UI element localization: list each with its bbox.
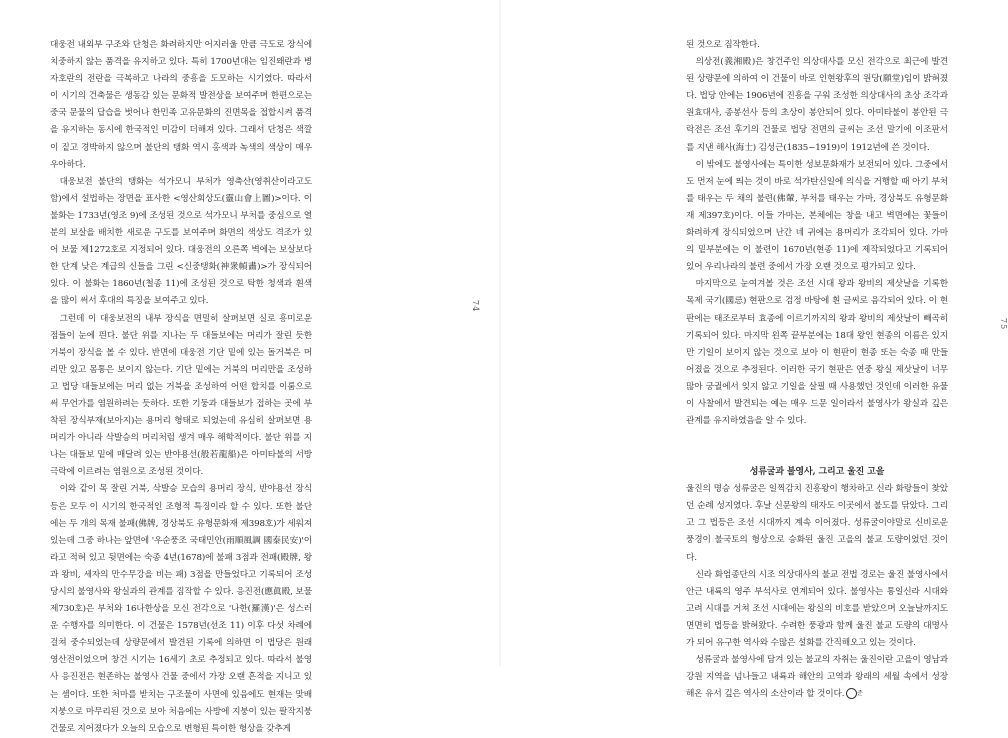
paragraph: 이와 같이 목 잘린 거북, 삭발승 모습의 용머리 장식, 반야용선 장식 등은 모두 이 시기의 한국적인 조형적 특징이라 할 수 있다. 또한 불단에는 두 개의 목재 불패(佛牌, 경상북도 유형문화재 제398호)가 세워져 있는데 그중 하나는 앞면에 '우순풍조 국태민안(雨順風調 國泰民安)'이라고 적혀 있고 뒷면에는 숙종 4년(1678)에 불패 3점과 전패(殿牌, 왕과 왕비, 세자의 만수무강을 비는 패) 3점을 만들었다고 기록되어 조성 당시의 불영사와 왕실과의 관계를 짐작할 수 있다. 응진전(應眞殿, 보물 제730호)은 부처와 16나한상을 모신 전각으로 '나한(羅漢)'은 성스러운 수행자를 의미한다. 이 건물은 1578년(선조 11) 이후 다섯 차례에 걸쳐 중수되었는데 상량문에서 발견된 기록에 의하면 이 법당은 원래 영산전이었으며 창건 시기는 16세기 초로 추정되고 있다. 따라서 불영사 응진전은 현존하는 불영사 건물 중에서 가장 오랜 흔적을 지니고 있는 셈이다. 또한 처마를 받치는 구조물이 사면에 있음에도 현재는 맞배지붕으로 마무리된 것으로 보아 처음에는 사방에 지붕이 있는 팔작지붕 건물로 지어졌다가 오늘의 모습으로 변형된 특이한 형상을 갖추게 xyxy=(50,484,312,734)
section-heading: 성류굴과 불영사, 그리고 울진 고을 xyxy=(749,467,885,478)
paragraph: 울진의 명승 성류굴은 일찍감치 진흥왕이 행차하고 신라 화랑들이 찾았던 순례 성지였다. 후날 신문왕의 태자도 이곳에서 불도를 닦았다. 그리고 그 법등은 조선 시대까지 계속 이어졌다. 성류굴이야말로 신비로운 풍경이 불국토의 형상으로 승화된 울진 고을의 불교 도량이었던 것이다. xyxy=(686,484,948,563)
end-mark-icon: 준 xyxy=(846,688,857,699)
paragraph: 그런데 이 대웅보전의 내부 장식을 면밀히 살펴보면 실로 흥미로운 점들이 눈에 띈다. 불단 위를 지나는 두 대들보에는 머리가 잘린 듯한 거북이 장식을 볼 수 있다. 반면에 대웅전 기단 밑에 있는 돌거북은 머리만 있고 몸통은 보이지 않는다. 기단 밑에는 거북의 머리만을 조성하고 법당 대들보에는 머리 없는 거북을 조성하여 어떤 합치를 이룸으로써 무언가를 염원하려는 듯하다. 또한 기둥과 대들보가 접하는 곳에 부착된 장식부재(보아지)는 용머리 형태로 되었는데 유심히 살펴보면 용머리가 아니라 삭발승의 머리처럼 생겨 매우 해학적이다. 불단 위를 지나는 대들보 밑에 매달려 있는 반야용선(般若龍船)은 아미타불의 서방극락에 이르려는 염원으로 조성된 것이다. xyxy=(50,313,312,478)
paragraph: 마지막으로 눈여겨볼 것은 조선 시대 왕과 왕비의 제삿날을 기록한 목제 국기(國忌) 현판으로 검정 바탕에 흰 글씨로 음각되어 있다. 이 현판에는 태조로부터 효종에 이르기까지의 왕과 왕비의 제삿날이 빼곡히 기록되어 있다. 마지막 왼쪽 끝부분에는 18대 왕인 현종의 이름은 있지만 기일이 보이지 않는 것으로 보아 이 현판이 현종 또는 숙종 때 만들어졌을 것으로 추정된다. 이러한 국기 현판은 연중 왕실 제삿날이 너무 많아 궁궐에서 잊지 않고 기일을 살필 때 사용했던 것인데 이러한 유물이 사찰에서 발견되는 예는 매우 드문 일이라서 불영사가 왕실과 깊은 관계를 유지하였음을 알 수 있다. xyxy=(686,279,948,427)
left-page xyxy=(0,0,500,734)
left-text-column xyxy=(50,37,312,734)
paragraph: 신라 화엄종단의 시조 의상대사의 불교 전법 경로는 울진 불영사에서 안근 내륙의 영주 부석사로 연계되어 있다. 불영사는 통일신라 시대와 고려 시대를 거쳐 조선 시대에는 왕실의 비호를 받았으며 오늘날까지도 면면히 법등을 밝혀왔다. 수려한 풍광과 함께 울진 불교 도량의 대명사가 되어 유구한 역사와 수많은 설화를 간직해오고 있는 것이다. xyxy=(686,569,948,648)
paragraph: 대웅전 내외부 구조와 단청은 화려하지만 어지러울 만큼 극도로 장식에 치중하지 않는 품격을 유지하고 있다. 특히 1700년대는 임진왜란과 병자호란의 전란을 극복하고 나라의 중흥을 도모하는 시기였다. 따라서 이 시기의 건축물은 생동감 있는 문화적 발전상을 보여주며 한편으로는 중국 문물의 답습을 벗어나 한민족 고유문화의 진면목을 접합시켜 품격을 유지하는 동시에 한국적인 미감이 더해져 있다. 그래서 단청은 색깔이 짙고 경박하지 않으며 불단의 탱화 역시 홍색과 녹색의 색상이 매우 우아하다. xyxy=(50,40,312,170)
paragraph: 된 것으로 짐작한다. xyxy=(686,40,760,50)
page-number-right: 75 xyxy=(999,318,1008,331)
paragraph: 대웅보전 불단의 탱화는 석가모니 부처가 영축산(영취산이라고도 함)에서 설법하는 장면을 표사한 <영산회상도(靈山會上圖)>이다. 이 불화는 1733년(영조 9)에 조성된 것으로 석가모니 부처를 중심으로 열 분의 보살을 배치한 새로운 구도를 보여주며 화면의 색상도 격조가 있어 보물 제1272호로 지정되어 있다. 대웅전의 오른쪽 벽에는 보살보다 한 단계 낮은 계급의 신들을 그린 <신중탱화(神衆幀畵)>가 장식되어 있다. 이 불화는 1860년(철종 11)에 조성된 것으로 탁한 청색과 흰색을 많이 써서 후대의 특징을 보여주고 있다. xyxy=(50,176,312,307)
paragraph: 이 밖에도 불영사에는 특이한 성보문화재가 보전되어 있다. 그중에서도 먼저 눈에 띄는 것이 바로 석가탄신일에 의식을 거행할 때 아기 부처를 태우는 두 채의 불련(佛輦, 부처를 태우는 가마, 경상북도 유형문화재 제397호)이다. 이들 가마는, 본체에는 창을 내고 벽면에는 꽃들이 화려하게 장식되었으며 난간 네 귀에는 용머리가 조각되어 있다. 가마의 밑부분에는 이 불련이 1670년(현종 11)에 제작되었다고 기록되어 있어 우리나라의 불련 중에서 가장 오랜 것으로 평가되고 있다. xyxy=(686,159,948,273)
page-number-left: 74 xyxy=(471,300,480,313)
paragraph-text: 성류굴과 불영사에 담겨 있는 불교의 자취는 울진이란 고을이 영남과 강원 지역을 넘나들고 내륙과 해안의 고역과 왕래의 세월 속에서 성장해온 유서 깊은 역사의 소산이라 할 것이다. xyxy=(686,655,948,700)
paragraph: 의상전(義湘殿)은 창건주인 의상대사를 모신 전각으로 최근에 발견된 상량문에 의하여 이 건물이 바로 인현왕후의 원당(願堂)임이 밝혀졌다. 법당 안에는 1906년에 진흥을 구워 조성한 의상대사의 초상 조각과 원효대사, 종봉선사 등의 초상이 봉안되어 있다. 아미타불이 봉안된 극락전은 조선 후기의 건물로 법당 전면의 글씨는 조선 말기에 이조판서를 지낸 해사(海士) 김성근(1835~1919)이 1912년에 쓴 것이다. xyxy=(686,57,948,153)
right-page xyxy=(500,0,1008,700)
right-text-column xyxy=(686,37,948,700)
paragraph xyxy=(686,652,948,703)
